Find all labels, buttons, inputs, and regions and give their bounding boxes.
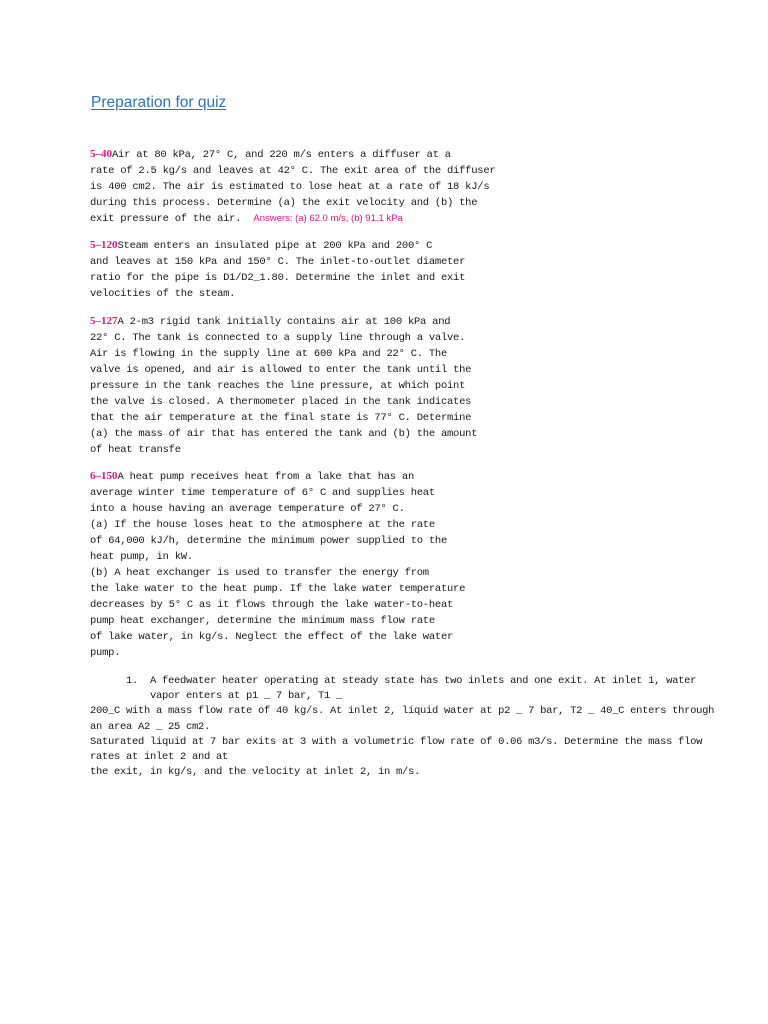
problem-line: pump.: [90, 647, 121, 659]
problem-5-40: [90, 146, 495, 227]
problem-line: A 2-m3 rigid tank initially contains air at 100 kPa and: [117, 316, 451, 328]
problem-line: an area A2 _ 25 cm2.: [90, 720, 211, 733]
problem-line: into a house having an average temperature of 27° C.: [90, 503, 405, 515]
page-title: Preparation for quiz: [91, 94, 227, 111]
problem-line: valve is opened, and air is allowed to enter the tank until the: [90, 364, 472, 376]
problem-line: the exit, in kg/s, and the velocity at inlet 2, in m/s.: [90, 766, 421, 779]
problem-line: (b) A heat exchanger is used to transfer the energy from: [90, 567, 429, 579]
problem-line: pressure in the tank reaches the line pressure, at which point: [90, 380, 466, 392]
answers-text: Answers: (a) 62.0 m/s, (b) 91.1 kPa: [253, 213, 403, 224]
problem-5-120: [90, 237, 465, 302]
problem-5-127: [90, 313, 477, 458]
problem-number: 5–120: [90, 239, 118, 251]
problem-line: rates at inlet 2 and at: [90, 751, 229, 764]
problem-line: rate of 2.5 kg/s and leaves at 42° C. The exit area of the diffuser: [90, 165, 496, 177]
problem-line: 22° C. The tank is connected to a supply line through a valve.: [90, 332, 466, 344]
problem-line: (a) If the house loses heat to the atmosphere at the rate: [90, 519, 435, 531]
problem-line: that the air temperature at the final state is 77° C. Determine: [90, 412, 472, 424]
problem-line: (a) the mass of air that has entered the tank and (b) the amount: [90, 428, 478, 440]
problem-line: Saturated liquid at 7 bar exits at 3 with a volumetric flow rate of 0.06 m3/s. Determine the mass flow: [90, 735, 703, 748]
problem-line: pump heat exchanger, determine the minimum mass flow rate: [90, 615, 435, 627]
problem-line: velocities of the steam.: [90, 288, 236, 300]
problem-line: and leaves at 150 kPa and 150° C. The inlet-to-outlet diameter: [90, 256, 466, 268]
problem-number: 5–127: [90, 315, 118, 327]
problem-number: 5–40: [90, 148, 112, 160]
problem-line: of lake water, in kg/s. Neglect the effect of the lake water: [90, 631, 454, 643]
problem-line: A heat pump receives heat from a lake that has an: [117, 471, 415, 483]
problem-number: 6–150: [90, 470, 118, 482]
numbered-problem-1: [90, 674, 714, 780]
problem-line: is 400 cm2. The air is estimated to lose heat at a rate of 18 kJ/s: [90, 181, 490, 193]
problem-line: the valve is closed. A thermometer placed in the tank indicates: [90, 396, 472, 408]
problem-line: 200_C with a mass flow rate of 40 kg/s. At inlet 2, liquid water at p2 _ 7 bar, T2 _ 40_C enters through: [90, 705, 715, 718]
problem-line: vapor enters at p1 _ 7 bar, T1 _: [150, 690, 343, 703]
problem-line: exit pressure of the air.: [90, 213, 242, 225]
list-marker: 1.: [126, 675, 139, 687]
problem-line: A feedwater heater operating at steady state has two inlets and one exit. At inlet 1, water: [150, 675, 697, 687]
problem-line: the lake water to the heat pump. If the lake water temperature: [90, 583, 466, 595]
problem-line: heat pump, in kW.: [90, 551, 193, 563]
problem-line: during this process. Determine (a) the exit velocity and (b) the: [90, 197, 478, 209]
problem-line: decreases by 5° C as it flows through the lake water-to-heat: [90, 599, 454, 611]
problem-line: Air at 80 kPa, 27° C, and 220 m/s enters a diffuser at a: [112, 149, 451, 161]
problem-line: Steam enters an insulated pipe at 200 kPa and 200° C: [117, 240, 433, 252]
problem-line: of 64,000 kJ/h, determine the minimum power supplied to the: [90, 535, 448, 547]
problem-line: average winter time temperature of 6° C and supplies heat: [90, 487, 435, 499]
problem-6-150: [90, 468, 465, 661]
problem-line: of heat transfe: [90, 444, 181, 456]
problem-line: Air is flowing in the supply line at 600 kPa and 22° C. The: [90, 348, 448, 360]
problem-line: ratio for the pipe is D1/D2_1.80. Determine the inlet and exit: [90, 272, 466, 284]
